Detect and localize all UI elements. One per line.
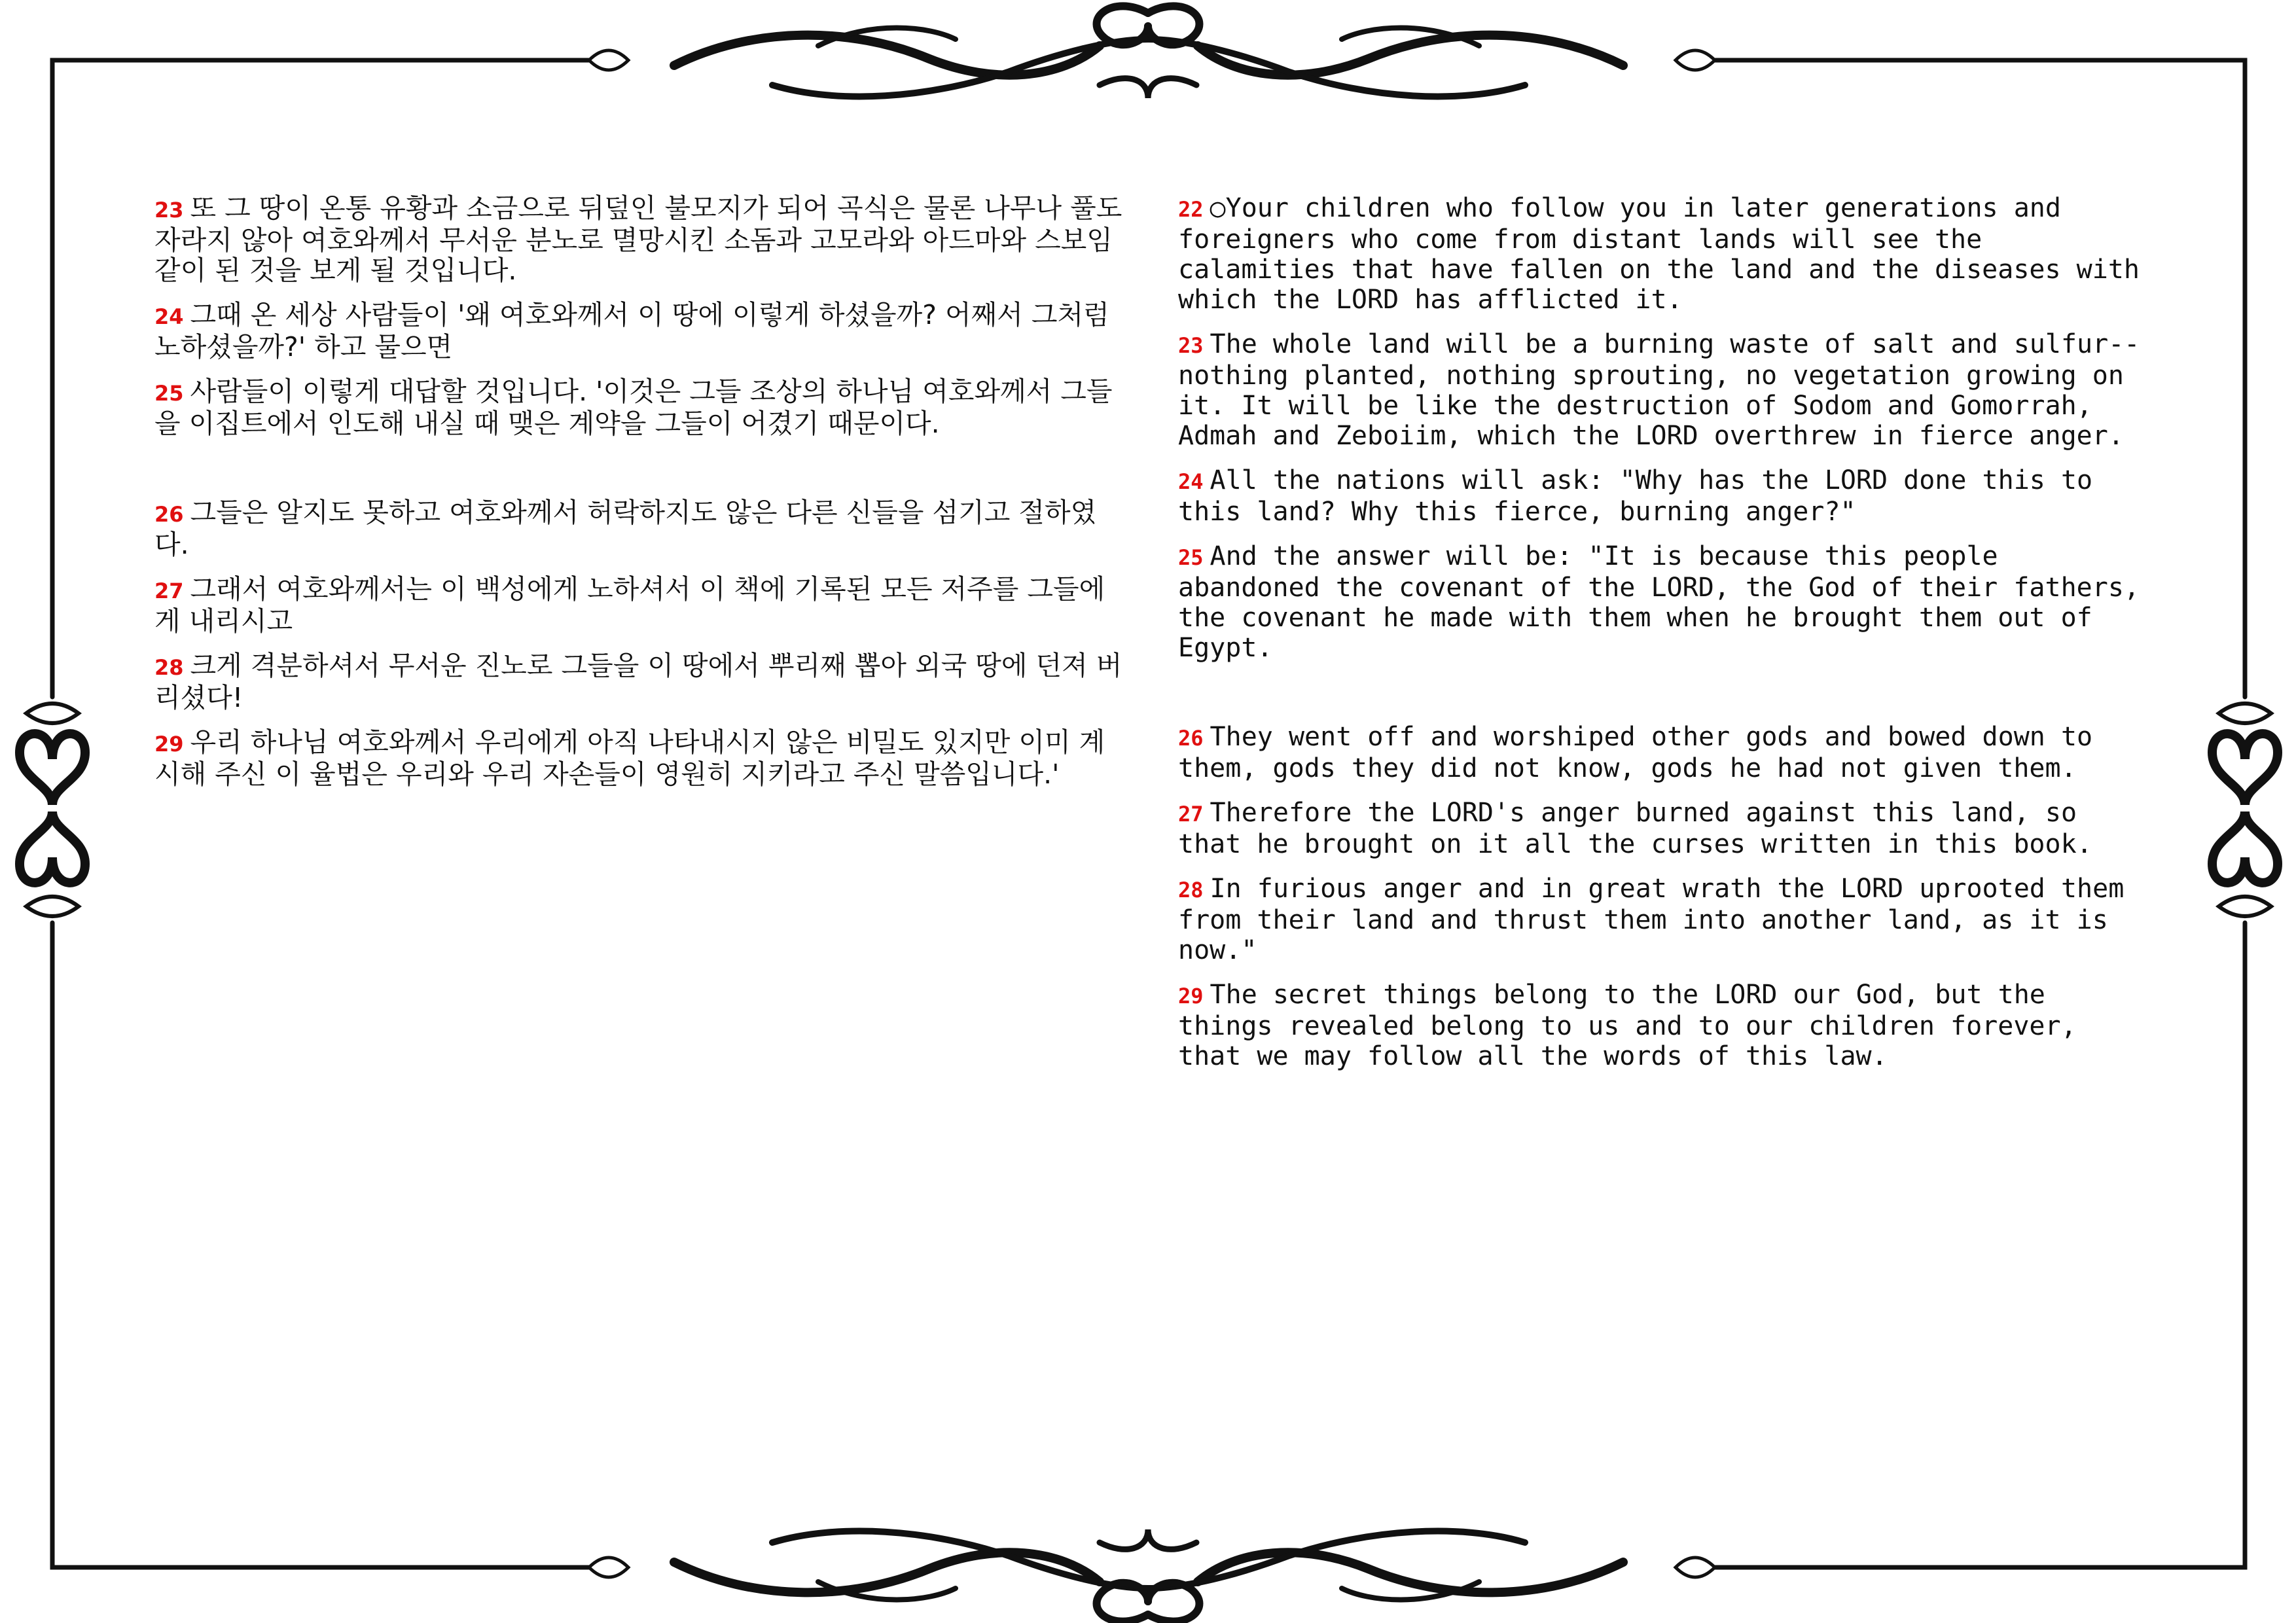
verse-en-24 bbox=[1178, 465, 2147, 527]
verse-number: 29 bbox=[1178, 984, 1204, 1008]
verse-ko-27 bbox=[154, 574, 1130, 636]
verse-en-29 bbox=[1178, 980, 2147, 1071]
verse-number: 25 bbox=[1178, 545, 1204, 570]
verse-number: 27 bbox=[154, 579, 184, 603]
flourish-bottom bbox=[589, 1529, 1715, 1622]
verse-text: 사람들이 이렇게 대답할 것입니다. '이것은 그들 조상의 하나님 여호와께서 그들을 이집트에서 인도해 내실 때 맺은 계약을 그들이 어겼기 때문이다. bbox=[154, 376, 1113, 439]
verse-number: 24 bbox=[154, 304, 184, 329]
verse-text: And the answer will be: "It is because this people abandoned the covenant of the LORD, the God of their fathers, the covenant he made with them when he brought them out of Egypt. bbox=[1178, 541, 2140, 663]
verse-number: 28 bbox=[154, 655, 184, 680]
verse-en-27 bbox=[1178, 798, 2147, 859]
verse-en-28 bbox=[1178, 874, 2147, 965]
english-column bbox=[1178, 193, 2147, 1086]
verse-en-26 bbox=[1178, 722, 2147, 783]
verse-number: 26 bbox=[1178, 726, 1204, 751]
verse-number: 29 bbox=[154, 732, 184, 757]
verse-en-22 bbox=[1178, 193, 2147, 315]
verse-ko-26 bbox=[154, 497, 1130, 560]
verse-text: 우리 하나님 여호와께서 우리에게 아직 나타내시지 않은 비밀도 있지만 이미 계시해 주신 이 율법은 우리와 우리 자손들이 영원히 지키라고 주신 말씀입니다.' bbox=[154, 726, 1105, 790]
verse-ko-23 bbox=[154, 193, 1130, 285]
border-bottom-left bbox=[52, 923, 589, 1567]
verse-text: 그때 온 세상 사람들이 '왜 여호와께서 이 땅에 이렇게 하셨을까? 어째서 그처럼 노하셨을까?' 하고 물으면 bbox=[154, 299, 1109, 363]
verse-number: 26 bbox=[154, 502, 184, 527]
verse-ko-24 bbox=[154, 300, 1130, 362]
verse-en-23 bbox=[1178, 329, 2147, 451]
flourish-top bbox=[589, 6, 1715, 98]
verse-ko-28 bbox=[154, 651, 1130, 713]
verse-text: 또 그 땅이 온통 유황과 소금으로 뒤덮인 불모지가 되어 곡식은 물론 나무나 풀도 자라지 않아 여호와께서 무서운 분노로 멸망시킨 소돔과 고모라와 아드마와 스보임같이 된 것을 보게 될 것입니다. bbox=[154, 192, 1122, 286]
paragraph-gap bbox=[1178, 677, 2147, 722]
paragraph-gap bbox=[154, 453, 1130, 497]
verse-number: 23 bbox=[1178, 333, 1204, 358]
verse-ko-25 bbox=[154, 376, 1130, 438]
verse-text: In furious anger and in great wrath the LORD uprooted them from their land and thrust them into another land, as it is now." bbox=[1178, 874, 2125, 965]
verse-number: 28 bbox=[1178, 878, 1204, 902]
verse-number: 25 bbox=[154, 381, 184, 406]
verse-text: All the nations will ask: "Why has the LORD done this to this land? Why this fierce, burning anger?" bbox=[1178, 465, 2093, 527]
verse-text: 그래서 여호와께서는 이 백성에게 노하셔서 이 책에 기록된 모든 저주를 그들에게 내리시고 bbox=[154, 573, 1105, 637]
korean-column bbox=[154, 193, 1130, 804]
verse-text: Therefore the LORD's anger burned against this land, so that he brought on it all the curses written in this book. bbox=[1178, 798, 2092, 859]
verse-text: 크게 격분하셔서 무서운 진노로 그들을 이 땅에서 뿌리째 뽑아 외국 땅에 던져 버리셨다! bbox=[154, 650, 1122, 713]
verse-number: 24 bbox=[1178, 469, 1204, 494]
verse-en-25 bbox=[1178, 541, 2147, 663]
verse-ko-29 bbox=[154, 727, 1130, 789]
verse-number: 22 bbox=[1178, 197, 1204, 222]
heart-scroll-right bbox=[2212, 704, 2278, 916]
verse-text: They went off and worshiped other gods and bowed down to them, gods they did not know, gods he had not given them. bbox=[1178, 722, 2093, 783]
verse-text: The whole land will be a burning waste of salt and sulfur--nothing planted, nothing sprouting, no vegetation growing on it. It will be like the destruction of Sodom and Gomorrah, Admah and Zeboiim, which the LORD overthrew in fierce anger. bbox=[1178, 329, 2140, 451]
verse-number: 23 bbox=[154, 198, 184, 223]
verse-text: 그들은 알지도 못하고 여호와께서 허락하지도 않은 다른 신들을 섬기고 절하였다. bbox=[154, 497, 1097, 560]
verse-text: ○Your children who follow you in later generations and foreigners who come from distant lands will see the calamities that have fallen on the land and the diseases with which the LORD has afflicted it. bbox=[1178, 193, 2140, 315]
verse-text: The secret things belong to the LORD our God, but the things revealed belong to us and to our children forever, that we may follow all the words of this law. bbox=[1178, 980, 2077, 1071]
heart-scroll-left bbox=[20, 704, 85, 916]
verse-number: 27 bbox=[1178, 802, 1204, 827]
